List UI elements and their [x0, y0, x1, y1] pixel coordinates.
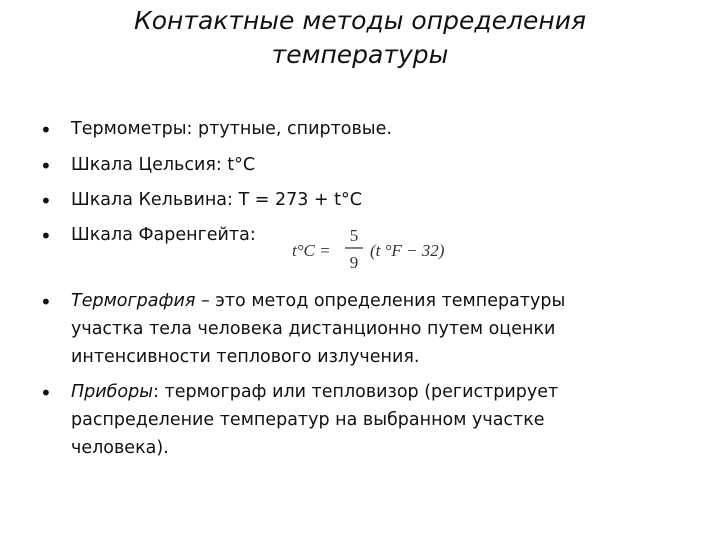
bullet-kelvin: Шкала Кельвина: T = 273 + t°C [71, 190, 362, 210]
bullet-marker: • [40, 189, 52, 213]
devices-line-1: : термограф или тепловизор (регистрирует [153, 382, 559, 402]
formula-rhs: (t °F − 32) [370, 241, 445, 260]
bullet-marker: • [40, 154, 52, 178]
thermography-line-3: интенсивности теплового излучения. [71, 347, 420, 367]
thermography-line-2: участка тела человека дистанционно путем оценки [71, 319, 556, 339]
fahrenheit-formula [292, 222, 472, 278]
devices-line-2: распределение температур на выбранном участке [71, 410, 545, 430]
bullet-devices [71, 378, 671, 462]
bullet-thermometers: Термометры: ртутные, спиртовые. [71, 119, 392, 139]
devices-line-3: человека). [71, 438, 169, 458]
bullet-marker: • [40, 290, 52, 314]
bullet-fahrenheit: Шкала Фаренгейта: [71, 225, 256, 245]
term-devices: Приборы [71, 382, 154, 402]
bullet-marker: • [40, 224, 52, 248]
title-line-1: Контактные методы определения [134, 6, 586, 35]
title-line-2: температуры [271, 40, 449, 69]
bullet-marker: • [40, 118, 52, 142]
bullet-thermography [71, 287, 671, 371]
thermography-line-1: – это метод определения температуры [195, 291, 566, 311]
formula-numerator: 5 [349, 226, 359, 245]
formula-denominator: 9 [349, 253, 359, 272]
bullet-marker: • [40, 381, 52, 405]
term-thermography: Термография [71, 291, 196, 311]
bullet-celsius: Шкала Цельсия: t°C [71, 155, 256, 175]
formula-lhs: t°C = [292, 241, 331, 260]
